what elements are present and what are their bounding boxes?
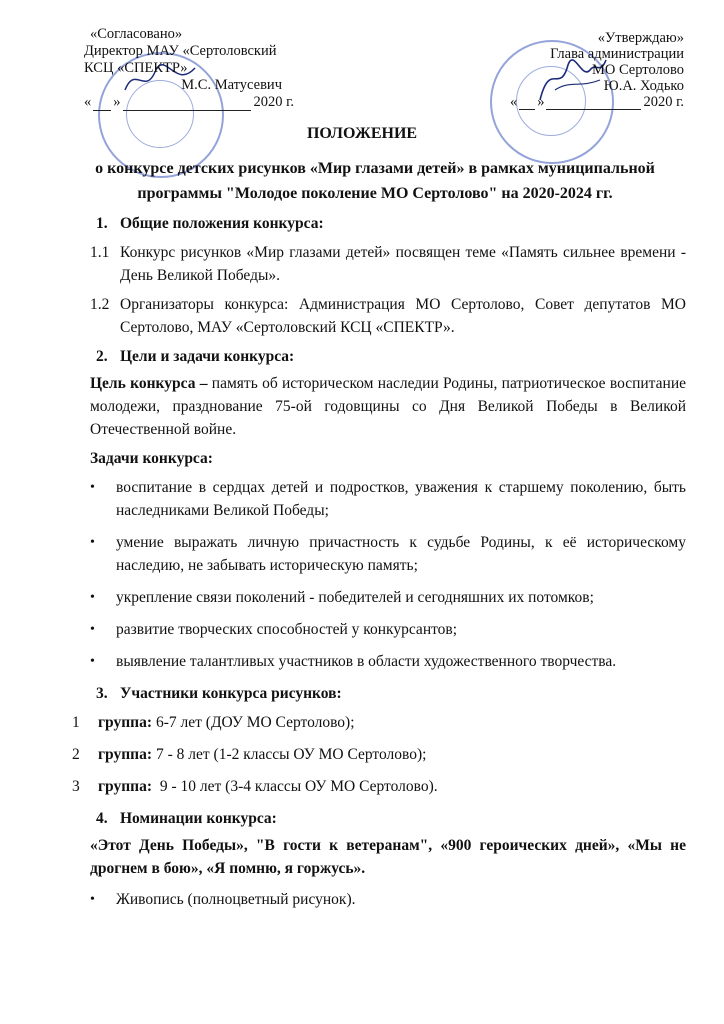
section-title: Цели и задачи конкурса: xyxy=(120,348,295,365)
section-title: Номинации конкурса: xyxy=(120,810,277,827)
agreed-organization: КСЦ «СПЕКТР» xyxy=(84,60,188,76)
list-item xyxy=(90,888,686,911)
section-number: 3. xyxy=(96,685,108,702)
goal-text: память об историческом наследии Родины, патриотическое воспитание молодежи, празднование 75-ой годовщины со Дня Великой Победы в Великой Отечественной войне. xyxy=(90,375,686,438)
approved-label: «Утверждаю» xyxy=(597,30,684,46)
group-label: группа: xyxy=(98,714,152,731)
goal-label: Цель конкурса – xyxy=(90,375,208,392)
approved-block xyxy=(484,30,684,110)
section-2-heading xyxy=(90,345,686,368)
agreed-position: Директор МАУ «Сертоловский xyxy=(84,43,277,59)
task-text: умение выражать личную причастность к судьбе Родины, к её историческому наследию, не забывать историческую память; xyxy=(116,534,686,574)
task-text: выявление талантливых участников в области художественного творчества. xyxy=(116,653,617,670)
participant-group xyxy=(72,711,686,734)
tasks-list xyxy=(90,476,686,673)
list-item xyxy=(90,476,686,522)
nomination-bullet-text: Живопись (полноцветный рисунок). xyxy=(116,891,356,908)
document-body xyxy=(72,212,686,920)
nominations-text: «Этот День Победы», "В гости к ветеранам", «900 героических дней», «Мы не дрогнем в бою», «Я помню, я горжусь». xyxy=(90,837,686,877)
bullet-icon: • xyxy=(90,535,95,550)
approved-organization: МО Сертолово xyxy=(591,62,684,78)
bullet-icon: • xyxy=(90,622,95,637)
agreed-date-line xyxy=(84,94,294,111)
group-number: 2 xyxy=(72,746,80,763)
nomination-bullets xyxy=(90,888,686,911)
group-number: 1 xyxy=(72,714,80,731)
item-number: 1.2 xyxy=(90,296,110,313)
date-quote-open: « xyxy=(509,94,518,110)
group-text: 7 - 8 лет (1-2 классы ОУ МО Сертолово); xyxy=(155,746,427,763)
section-number: 2. xyxy=(96,348,108,365)
section-1-heading xyxy=(90,212,686,235)
task-text: воспитание в сердцах детей и подростков, уважения к старшему поколению, быть наследниками Великой Победы; xyxy=(116,479,686,519)
list-item xyxy=(90,650,686,673)
bullet-icon: • xyxy=(90,590,95,605)
section-3-heading xyxy=(90,682,686,705)
group-text: 6-7 лет (ДОУ МО Сертолово); xyxy=(155,714,355,731)
list-item xyxy=(90,531,686,577)
agreed-label: «Согласовано» xyxy=(90,26,183,42)
date-month-blank xyxy=(123,96,252,111)
approved-signer: Ю.А. Ходько xyxy=(603,78,684,94)
section-number: 4. xyxy=(96,810,108,827)
approved-year: 2020 г. xyxy=(643,94,684,110)
list-item xyxy=(90,586,686,609)
date-day-blank xyxy=(519,95,535,110)
list-item xyxy=(90,618,686,641)
document-title: ПОЛОЖЕНИЕ xyxy=(306,125,418,142)
approved-position: Глава администрации xyxy=(550,46,684,62)
item-text: Конкурс рисунков «Мир глазами детей» посвящен теме «Память сильнее времени - День Великой Победы». xyxy=(120,244,686,284)
agreed-signer: М.С. Матусевич xyxy=(181,77,282,93)
participant-group xyxy=(72,743,686,766)
subtitle-line-2: программы "Молодое поколение МО Сертолово" на 2020-2024 гг. xyxy=(137,185,613,202)
date-quote-close: » xyxy=(113,94,121,110)
agreed-block xyxy=(84,26,294,111)
date-month-blank xyxy=(546,95,641,110)
bullet-icon: • xyxy=(90,654,95,669)
section-title: Участники конкурса рисунков: xyxy=(120,685,342,702)
participant-group xyxy=(72,775,686,798)
item-text: Организаторы конкурса: Администрация МО Сертолово, Совет депутатов МО Сертолово, МАУ «Сертоловский КСЦ «СПЕКТР». xyxy=(120,296,686,336)
date-day-blank xyxy=(93,96,111,111)
tasks-label: Задачи конкурса: xyxy=(90,450,213,467)
date-quote-close: » xyxy=(537,94,545,110)
section-4-heading xyxy=(90,807,686,830)
list-item xyxy=(88,293,686,339)
date-quote-open: « xyxy=(84,94,92,110)
document-subtitle xyxy=(60,156,690,206)
group-number: 3 xyxy=(72,778,80,795)
task-text: укрепление связи поколений - победителей и сегодняшних их потомков; xyxy=(116,589,594,606)
section-title: Общие положения конкурса: xyxy=(120,215,324,232)
subtitle-line-1: о конкурсе детских рисунков «Мир глазами детей» в рамках муниципальной xyxy=(95,160,655,177)
agreed-year: 2020 г. xyxy=(253,94,294,110)
list-item xyxy=(88,241,686,287)
item-number: 1.1 xyxy=(90,244,110,261)
group-text: 9 - 10 лет (3-4 классы ОУ МО Сертолово). xyxy=(155,778,438,795)
bullet-icon: • xyxy=(90,480,95,495)
bullet-icon: • xyxy=(90,892,95,907)
group-label: группа: xyxy=(98,746,152,763)
section-number: 1. xyxy=(96,215,108,232)
goal-paragraph xyxy=(90,372,686,441)
approved-date-line xyxy=(484,94,684,110)
group-label: группа: xyxy=(98,778,152,795)
task-text: развитие творческих способностей у конкурсантов; xyxy=(116,621,458,638)
